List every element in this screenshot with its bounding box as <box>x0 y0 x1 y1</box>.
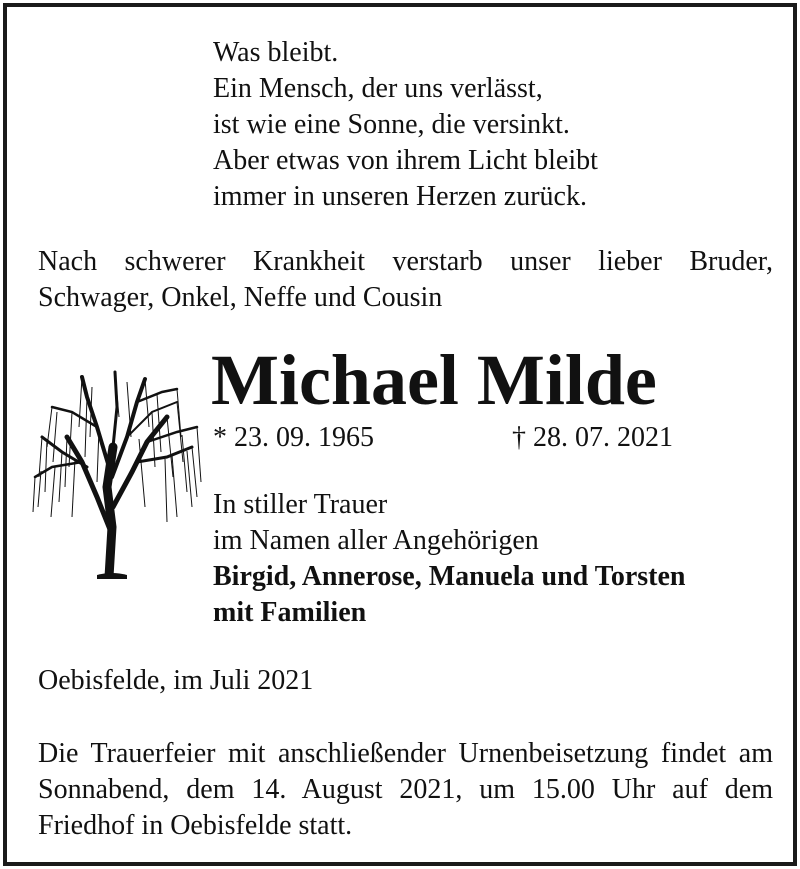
poem-line: ist wie eine Sonne, die versinkt. <box>213 109 570 140</box>
mourning-line: im Namen aller Angehörigen <box>213 525 539 556</box>
poem-line: Ein Mensch, der uns verlässt, <box>213 73 543 104</box>
death-date: † 28. 07. 2021 <box>512 422 673 453</box>
death-announcement: Nach schwerer Krankheit verstarb unser lieber Bruder, Schwager, Onkel, Neffe und Cousin <box>38 246 773 313</box>
mourning-line: In stiller Trauer <box>213 489 388 520</box>
place-date: Oebisfelde, im Juli 2021 <box>38 665 314 696</box>
poem-line: immer in unseren Herzen zurück. <box>213 181 587 212</box>
poem-line: Was bleibt. <box>213 37 339 68</box>
weeping-tree-icon <box>27 367 205 579</box>
deceased-name: Michael Milde <box>211 340 657 420</box>
mourner-names: mit Familien <box>213 597 367 628</box>
birth-date: * 23. 09. 1965 <box>213 422 374 453</box>
obituary-frame <box>3 3 797 866</box>
poem-line: Aber etwas von ihrem Licht bleibt <box>213 145 598 176</box>
mourners-block <box>213 487 685 631</box>
mourner-names: Birgid, Annerose, Manuela und Torsten <box>213 561 686 592</box>
funeral-notice: Die Trauerfeier mit anschließender Urnenbeisetzung findet am Sonnabend, dem 14. August 2021, um 15.00 Uhr auf dem Friedhof in Oebisfelde statt. <box>38 738 773 841</box>
poem <box>213 35 598 215</box>
